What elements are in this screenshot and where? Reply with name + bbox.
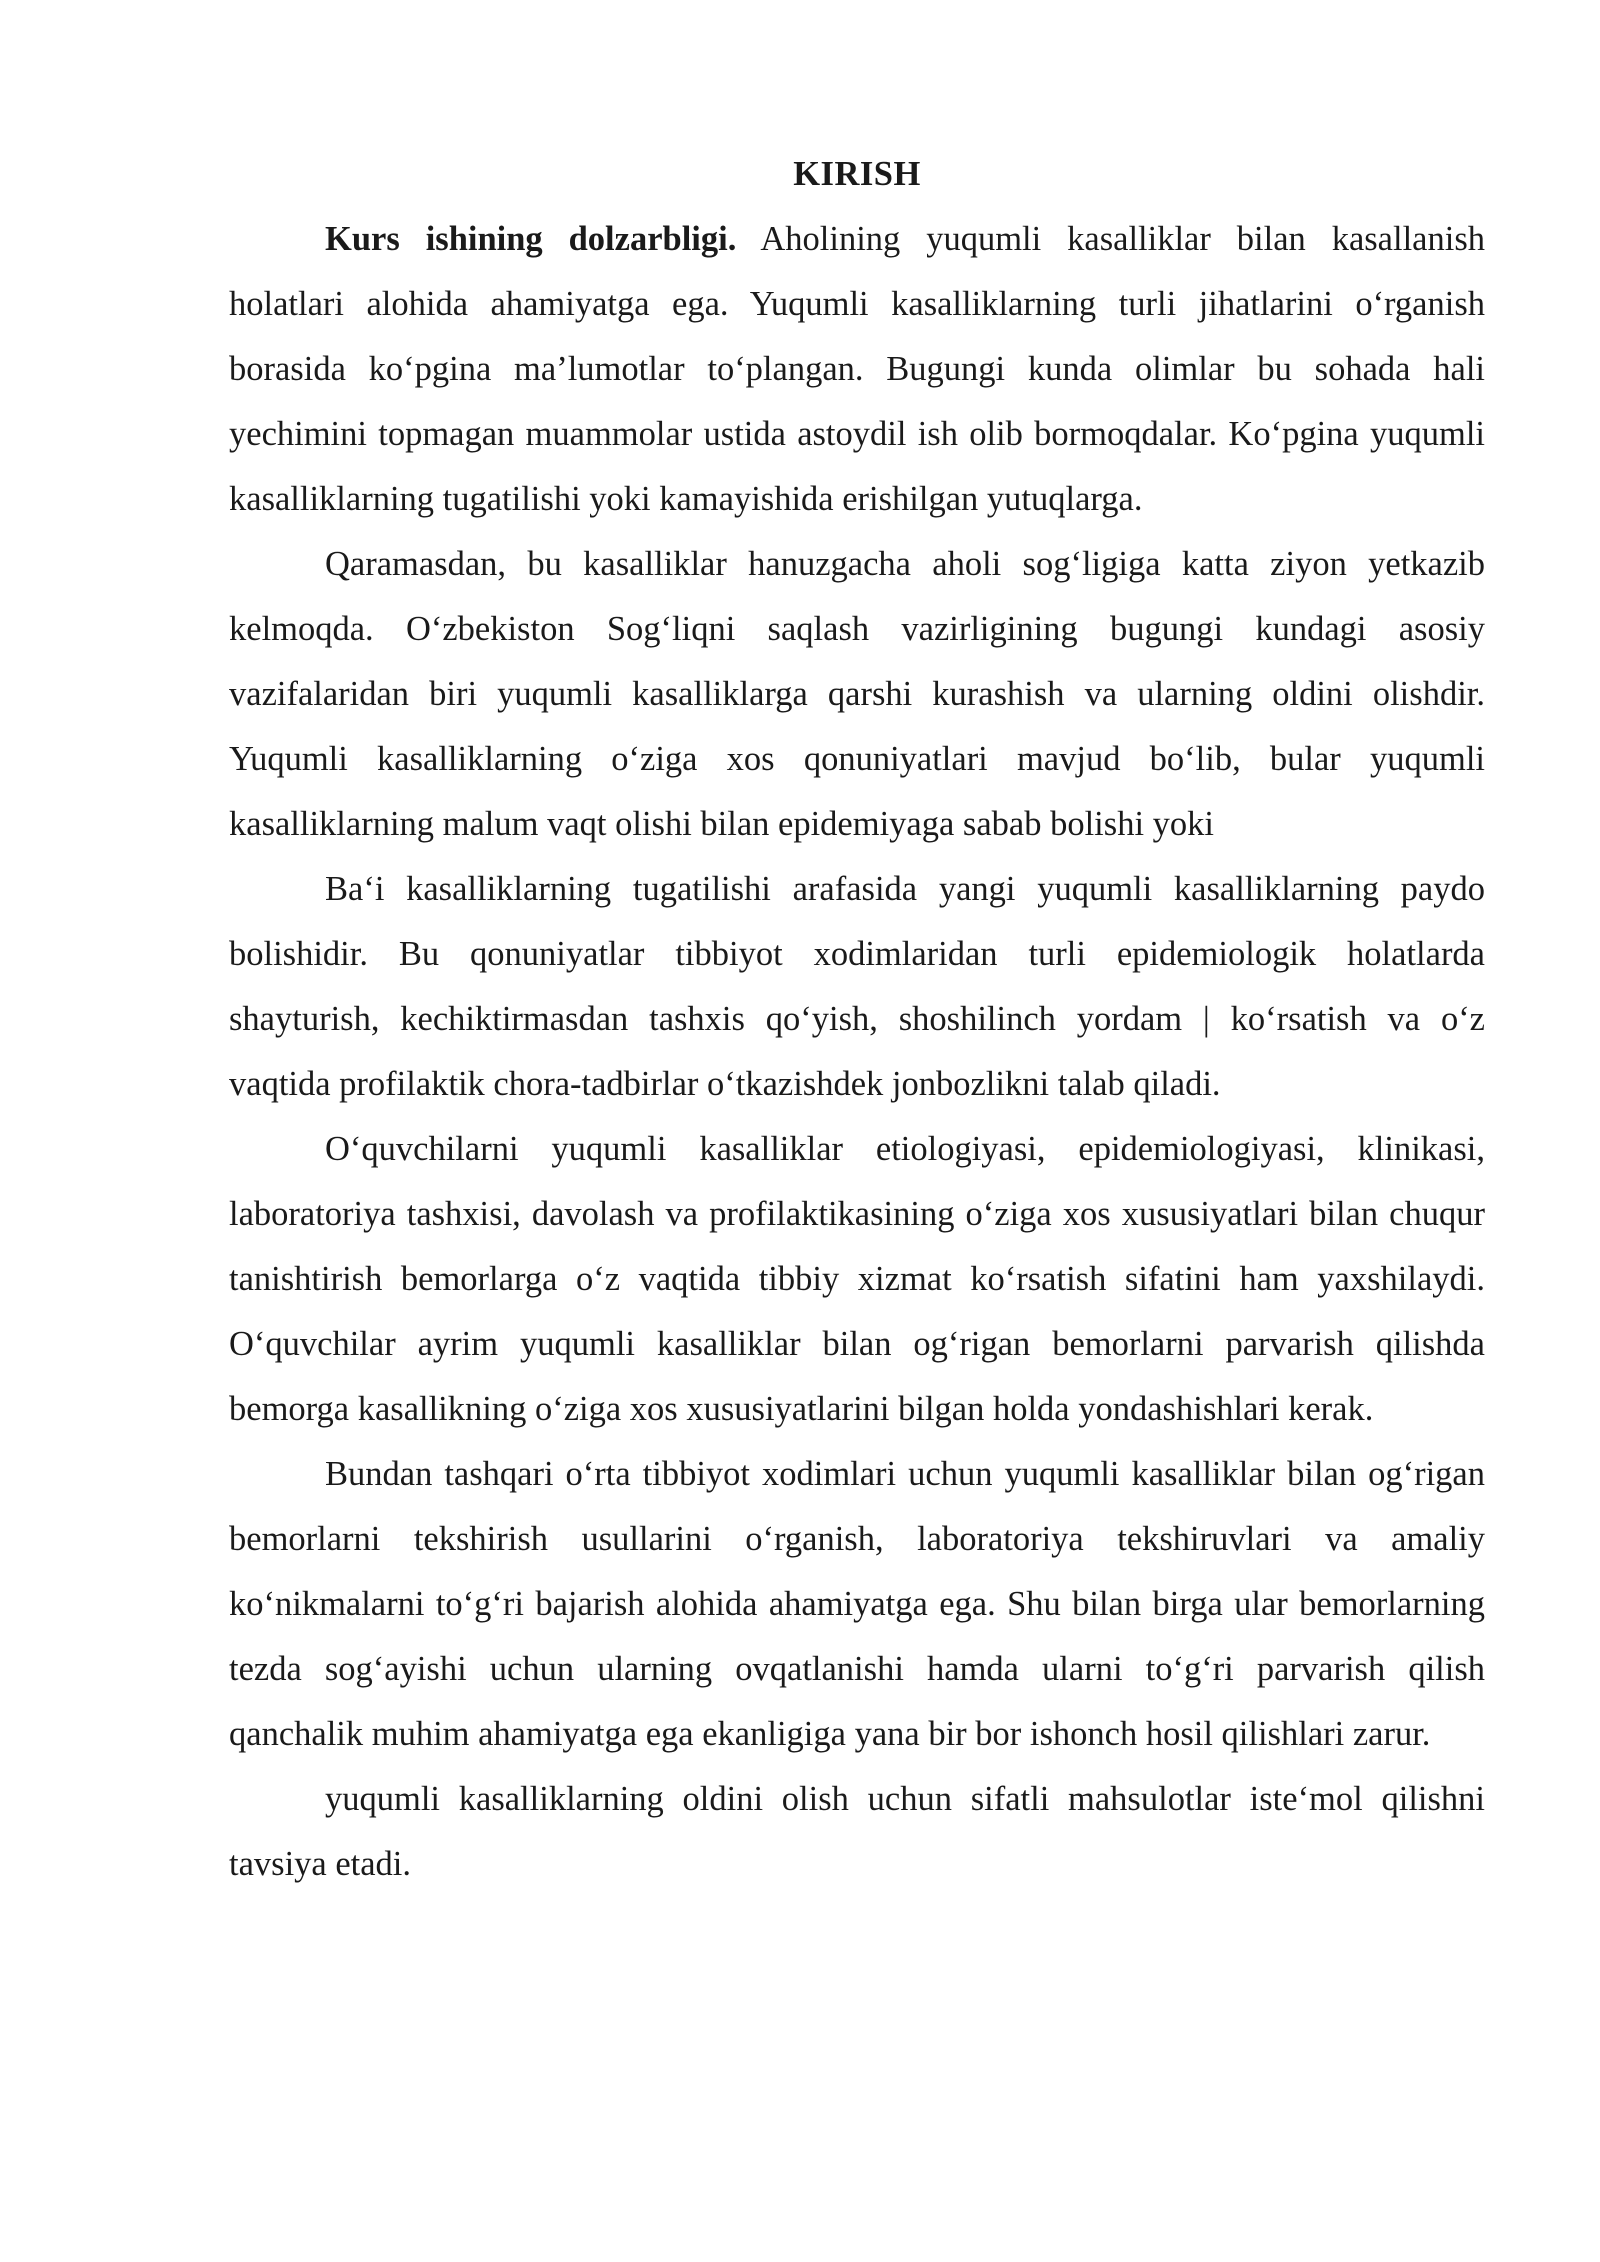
paragraph-3: Ba‘i kasalliklarning tugatilishi arafasida yangi yuqumli kasalliklarning paydo bolishidir. Bu qonuniyatlar tibbiyot xodimlaridan turli epidemiologik holatlarda shayturish, kechiktirmasdan tashxis qo‘yish, shoshilinch yordam | ko‘rsatish va o‘z vaqtida profilaktik chora-tadbirlar o‘tkazishdek jonbozlikni talab qiladi.: [229, 870, 1485, 1103]
paragraph-relevance: [229, 207, 1485, 532]
paragraph-6: yuqumli kasalliklarning oldini olish uchun sifatli mahsulotlar iste‘mol qilishni tavsiya etadi.: [229, 1780, 1485, 1883]
paragraph-lead: Kurs ishining dolzarbligi.: [325, 220, 737, 258]
paragraph-text: Aholining yuqumli kasalliklar bilan kasallanish holatlari alohida ahamiyatga ega. Yuqumli kasalliklarning turli jihatlarini o‘rganish borasida ko‘pgina ma’lumotlar to‘plangan. Bugungi kunda olimlar bu sohada hali yechimini topmagan muammolar ustida astoydil ish olib bormoqdalar. Ko‘pgina yuqumli kasalliklarning tugatilishi yoki kamayishida erishilgan yutuqlarga.: [229, 220, 1485, 518]
paragraph-4: O‘quvchilarni yuqumli kasalliklar etiologiyasi, epidemiologiyasi, klinikasi, laboratoriya tashxisi, davolash va profilaktikasining o‘ziga xos xususiyatlari bilan chuqur tanishtirish bemorlarga o‘z vaqtida tibbiy xizmat ko‘rsatish sifatini ham yaxshilaydi. O‘quvchilar ayrim yuqumli kasalliklar bilan og‘rigan bemorlarni parvarish qilishda bemorga kasallikning o‘ziga xos xususiyatlarini bilgan holda yondashishlari kerak.: [229, 1130, 1485, 1428]
paragraph-2: Qaramasdan, bu kasalliklar hanuzgacha aholi sog‘ligiga katta ziyon yetkazib kelmoqda. O‘zbekiston Sog‘liqni saqlash vazirligining bugungi kundagi asosiy vazifalaridan biri yuqumli kasalliklarga qarshi kurashish va ularning oldini olishdir. Yuqumli kasalliklarning o‘ziga xos qonuniyatlari mavjud bo‘lib, bular yuqumli kasalliklarning malum vaqt olishi bilan epidemiyaga sabab bolishi yoki: [229, 545, 1485, 843]
paragraph-5: Bundan tashqari o‘rta tibbiyot xodimlari uchun yuqumli kasalliklar bilan og‘rigan bemorlarni tekshirish usullarini o‘rganish, laboratoriya tekshiruvlari va amaliy ko‘nikmalarni to‘g‘ri bajarish alohida ahamiyatga ega. Shu bilan birga ular bemorlarning tezda sog‘ayishi uchun ularning ovqatlanishi hamda ularni to‘g‘ri parvarish qilish qanchalik muhim ahamiyatga ega ekanligiga yana bir bor ishonch hosil qilishlari zarur.: [229, 1455, 1485, 1753]
document-body: [229, 142, 1485, 1897]
section-heading: KIRISH: [793, 155, 921, 193]
